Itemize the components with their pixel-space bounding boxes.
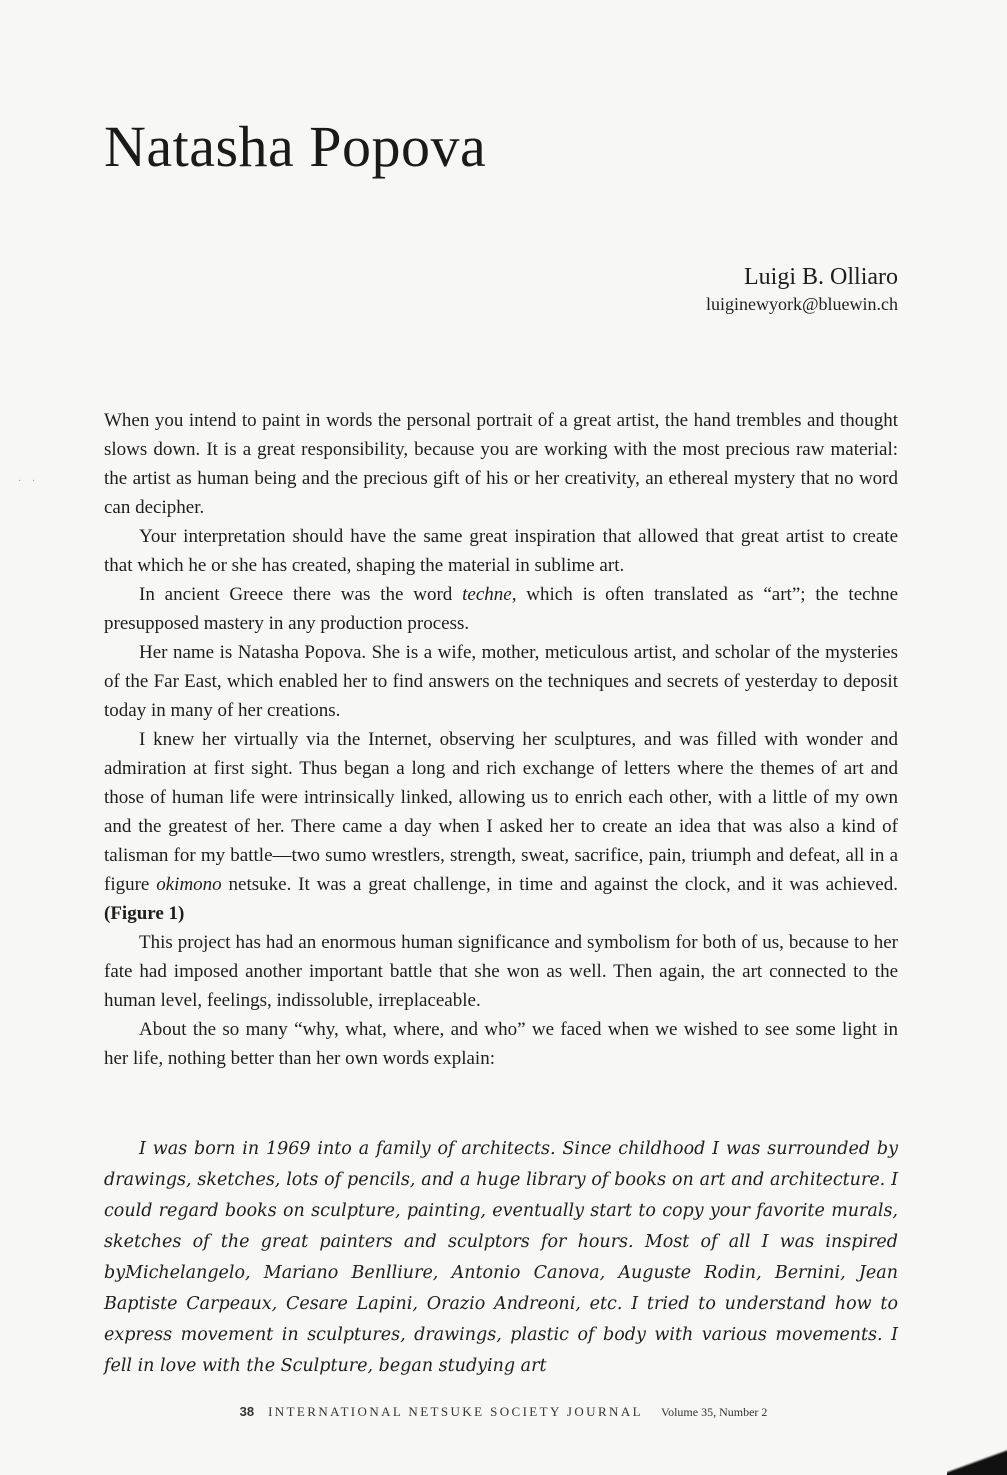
author-name: Luigi B. Olliaro — [744, 264, 898, 290]
term-okimono: okimono — [156, 874, 222, 895]
author-email[interactable]: luiginewyork@bluewin.ch — [705, 294, 898, 314]
paragraph-2: Your interpretation should have the same great inspiration that allowed that great artist to create that which he or she has created, shaping the material in sublime art. — [104, 526, 898, 576]
article-title: Natasha Popova — [104, 114, 487, 179]
margin-mark: · · — [18, 476, 40, 487]
paragraph-5 — [104, 725, 898, 928]
paragraph-4: Her name is Natasha Popova. She is a wife, mother, meticulous artist, and scholar of the mysteries of the Far East, which enabled her to find answers on the techniques and secrets of yesterday to deposit today in many of her creations. — [104, 642, 898, 721]
term-techne: techne — [462, 584, 512, 605]
paragraph-3-text-b: , which is often translated as “art”; the techne presupposed mastery in any production process. — [104, 584, 898, 634]
paragraph-3 — [104, 580, 898, 638]
paragraph-6: This project has had an enormous human significance and symbolism for both of us, because to her fate had imposed another important battle that she won as well. Then again, the art connected to the human level, feelings, indissoluble, irreplaceable. — [104, 932, 898, 1011]
journal-name: INTERNATIONAL NETSUKE SOCIETY JOURNAL — [268, 1404, 643, 1419]
figure-reference[interactable]: (Figure 1) — [104, 903, 185, 924]
paragraph-5-text-b: netsuke. It was a great challenge, in time and against the clock, and it was achieved. — [221, 874, 898, 895]
paragraph-1: When you intend to paint in words the personal portrait of a great artist, the hand trembles and thought slows down. It is a great responsibility, because you are working with the most precious raw material: the artist as human being and the precious gift of his or her creativity, an ethereal mystery that no word can decipher. — [104, 410, 898, 518]
paragraph-5-text-a: I knew her virtually via the Internet, observing her sculptures, and was filled with wonder and admiration at first sight. Thus began a long and rich exchange of letters where the themes of art and those of human life were intrinsically linked, allowing us to enrich each other, with a little of my own and the greatest of her. There came a day when I asked her to create an idea that was also a kind of talisman for my battle—two sumo wrestlers, strength, sweat, sacrifice, pain, triumph and defeat, all in a figure — [104, 729, 898, 895]
scan-corner-shadow — [947, 1439, 1007, 1475]
paragraph-7: About the so many “why, what, where, and who” we faced when we wished to see some light in her life, nothing better than her own words explain: — [104, 1019, 898, 1069]
page-number: 38 — [239, 1404, 255, 1419]
page-footer — [0, 1404, 1007, 1420]
volume-info: Volume 35, Number 2 — [660, 1405, 768, 1419]
artist-quote: I was born in 1969 into a family of architects. Since childhood I was surrounded by drawings, sketches, lots of pencils, and a huge library of books on art and architecture. I could regard books on sculpture, painting, eventually start to copy your favorite murals, sketches of the great painters and sculptors for hours. Most of all I was inspired byMichelangelo, Mariano Benlliure, Antonio Canova, Auguste Rodin, Bernini, Jean Baptiste Carpeaux, Cesare Lapini, Orazio Andreoni, etc. I tried to understand how to express movement in sculptures, drawings, plastic of body with various movements. I fell in love with the Sculpture, began studying art — [104, 1139, 898, 1376]
paragraph-3-text-a: In ancient Greece there was the word — [139, 584, 463, 605]
author-block — [706, 262, 898, 316]
article-body — [104, 406, 898, 1073]
